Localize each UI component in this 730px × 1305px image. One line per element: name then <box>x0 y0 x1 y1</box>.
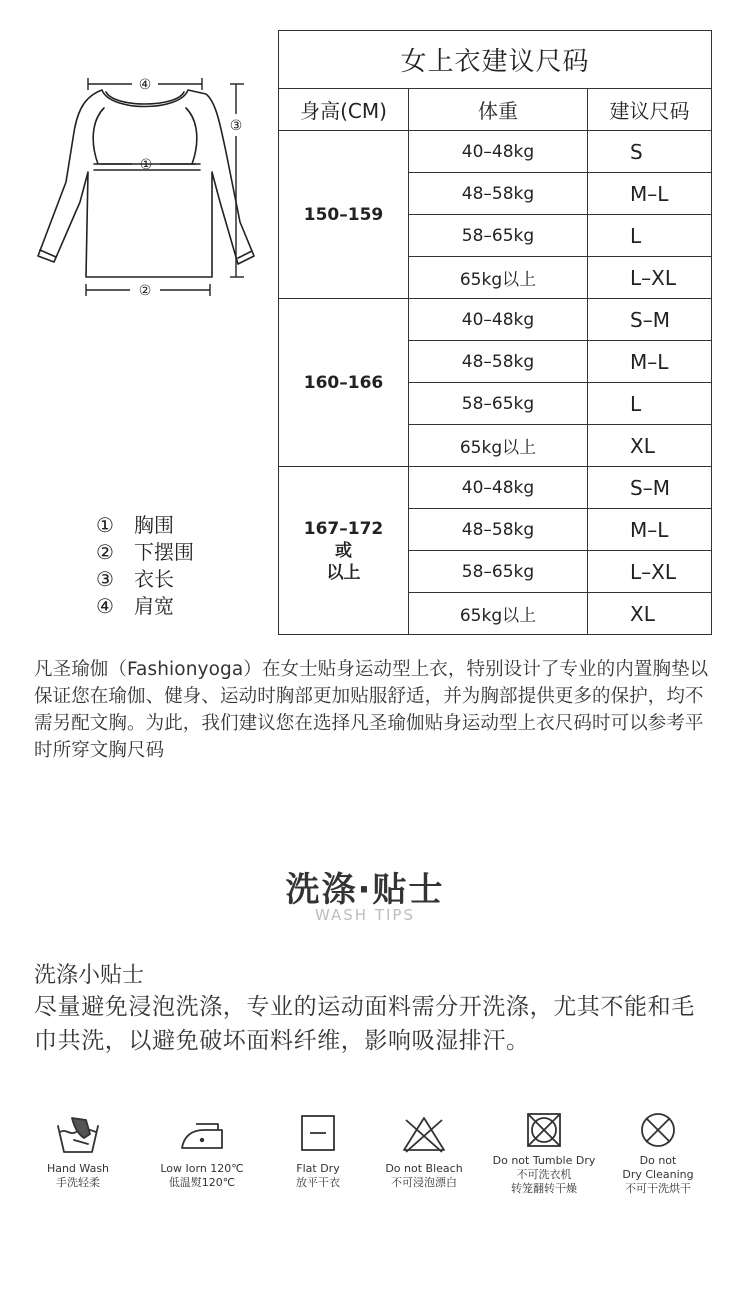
weight-cell: 65kg以上 <box>409 593 588 635</box>
wash-tips-heading: 洗涤小贴士 <box>34 963 145 988</box>
marker-hem: ② <box>138 283 152 299</box>
size-cell: L–XL <box>588 257 712 299</box>
care-item-flat-dry <box>258 1112 378 1190</box>
legend-num: ④ <box>96 594 114 618</box>
marker-shoulder: ④ <box>138 77 152 93</box>
legend-item <box>96 566 194 593</box>
header-size: 建议尺码 <box>588 89 712 131</box>
wash-tips-title: 洗涤·贴士 <box>285 870 445 910</box>
legend-num: ③ <box>96 567 114 591</box>
table-row <box>279 299 712 341</box>
weight-cell: 65kg以上 <box>409 257 588 299</box>
weight-cell: 40–48kg <box>409 299 588 341</box>
weight-cell: 48–58kg <box>409 173 588 215</box>
care-item-no-dry-clean <box>598 1110 718 1196</box>
measurement-legend <box>96 512 194 620</box>
care-label-zh-2: 转笼翻转干燥 <box>511 1182 577 1195</box>
table-row <box>279 131 712 173</box>
care-label-en: Low Iorn 120℃ <box>160 1162 244 1175</box>
care-label-en: Do not <box>639 1154 677 1167</box>
low-iron-icon <box>178 1112 226 1156</box>
weight-cell: 40–48kg <box>409 131 588 173</box>
legend-label: 肩宽 <box>134 594 174 618</box>
care-label-en: Flat Dry <box>296 1162 340 1175</box>
no-bleach-icon <box>400 1112 448 1156</box>
size-cell: S–M <box>588 299 712 341</box>
table-row <box>279 467 712 509</box>
legend-label: 下摆围 <box>134 540 194 564</box>
height-text: 150–159 <box>303 204 384 225</box>
care-label-zh: 不可洗衣机 <box>516 1168 572 1181</box>
weight-cell: 58–65kg <box>409 215 588 257</box>
height-text: 160–166 <box>303 372 384 393</box>
size-cell: M–L <box>588 509 712 551</box>
product-description: 凡圣瑜伽（Fashionyoga）在女士贴身运动型上衣，特别设计了专业的内置胸垫以保证您在瑜伽、健身、运动时胸部更加贴服舒适，并为胸部提供更多的保护，均不需另配文胸。为此，我们建议您在选择凡圣瑜伽贴身运动型上衣尺码时可以参考平时所穿文胸尺码 <box>34 659 709 761</box>
height-text: 167–172 <box>303 518 384 539</box>
legend-item <box>96 512 194 539</box>
no-tumble-dry-icon <box>520 1110 568 1152</box>
size-cell: L <box>588 383 712 425</box>
wash-tips-subtitle: WASH TIPS <box>315 906 415 924</box>
size-cell: M–L <box>588 341 712 383</box>
legend-item <box>96 593 194 620</box>
flat-dry-icon <box>294 1112 342 1156</box>
care-label-zh: 放平干衣 <box>296 1176 340 1189</box>
size-cell: XL <box>588 593 712 635</box>
weight-cell: 65kg以上 <box>409 425 588 467</box>
care-label-en: Hand Wash <box>46 1162 110 1175</box>
legend-num: ② <box>96 540 114 564</box>
size-cell: L <box>588 215 712 257</box>
weight-cell: 48–58kg <box>409 341 588 383</box>
care-label-en-2: Dry Cleaning <box>622 1168 694 1181</box>
care-label-en: Do not Bleach <box>385 1162 463 1175</box>
size-cell: L–XL <box>588 551 712 593</box>
care-label-zh: 手洗轻柔 <box>56 1176 100 1189</box>
marker-length: ③ <box>229 118 243 134</box>
height-text: 以上 <box>326 562 361 583</box>
size-cell: S–M <box>588 467 712 509</box>
care-item-no-bleach <box>364 1112 484 1190</box>
care-label-en: Do not Tumble Dry <box>492 1154 596 1167</box>
size-chart-table <box>278 30 712 635</box>
care-label-zh: 低温熨120℃ <box>168 1176 236 1189</box>
weight-cell: 48–58kg <box>409 509 588 551</box>
size-cell: S <box>588 131 712 173</box>
weight-cell: 40–48kg <box>409 467 588 509</box>
no-dry-clean-icon <box>634 1110 682 1152</box>
height-cell <box>279 131 409 299</box>
height-cell <box>279 299 409 467</box>
legend-num: ① <box>96 513 114 537</box>
care-item-hand-wash <box>18 1112 138 1190</box>
hand-wash-icon <box>54 1112 102 1156</box>
legend-label: 衣长 <box>134 567 174 591</box>
care-item-no-tumble-dry <box>483 1110 605 1196</box>
legend-item <box>96 539 194 566</box>
care-label-zh: 不可浸泡漂白 <box>391 1176 457 1189</box>
header-height: 身高(CM) <box>279 89 409 131</box>
marker-chest: ① <box>139 157 153 173</box>
weight-cell: 58–65kg <box>409 383 588 425</box>
height-cell <box>279 467 409 635</box>
size-cell: XL <box>588 425 712 467</box>
header-weight: 体重 <box>409 89 588 131</box>
table-title: 女上衣建议尺码 <box>279 31 712 89</box>
size-cell: M–L <box>588 173 712 215</box>
legend-label: 胸围 <box>134 513 174 537</box>
height-text: 或 <box>335 540 352 561</box>
weight-cell: 58–65kg <box>409 551 588 593</box>
care-item-low-iron <box>142 1112 262 1190</box>
wash-tips-text: 尽量避免浸泡洗涤，专业的运动面料需分开洗涤，尤其不能和毛巾共洗，以避免破坏面料纤维，影响吸湿排汗。 <box>34 994 695 1054</box>
garment-diagram <box>30 72 270 302</box>
care-label-zh: 不可干洗烘干 <box>625 1182 691 1195</box>
